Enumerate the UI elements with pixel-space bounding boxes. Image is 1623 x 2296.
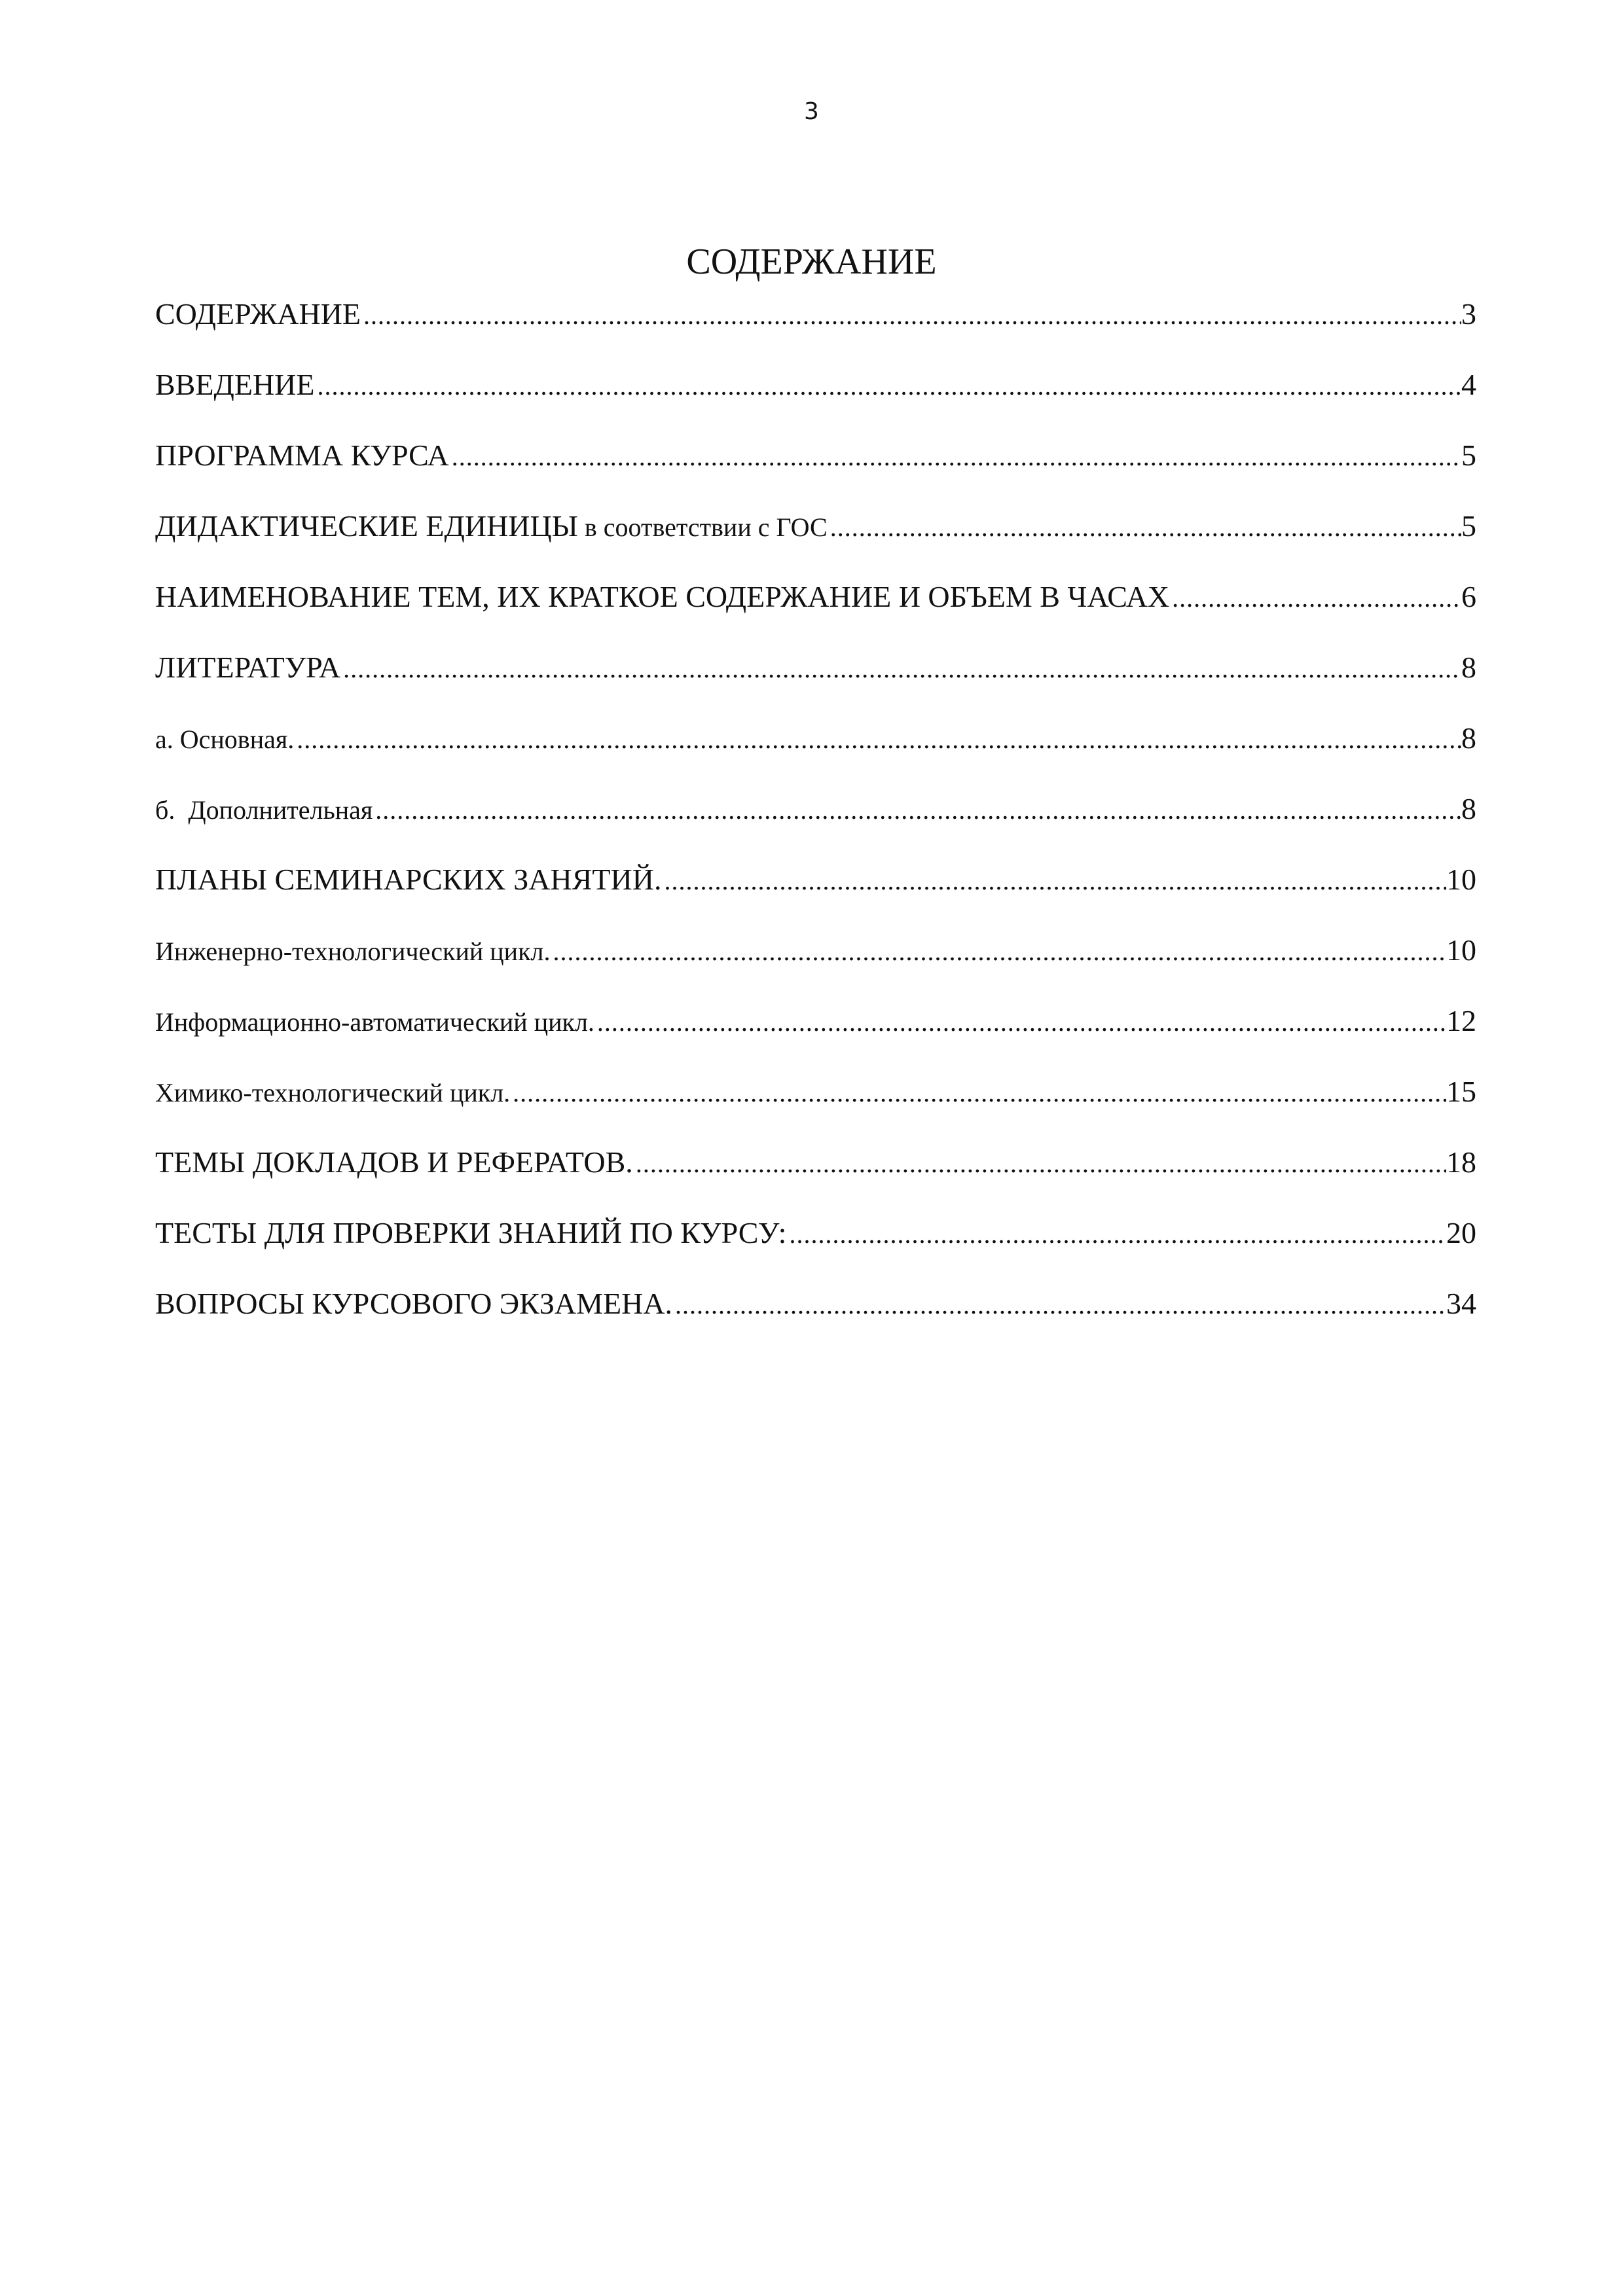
toc-entry-label: б. Дополнительная — [155, 795, 373, 825]
toc-entry-page: 15 — [1446, 1075, 1476, 1108]
toc-dot-leader — [373, 787, 1461, 833]
toc-dot-leader — [314, 363, 1461, 409]
toc-entry-page: 6 — [1461, 580, 1476, 613]
toc-entry-page: 5 — [1461, 439, 1476, 472]
toc-entry-label: ВВЕДЕНИЕ — [155, 368, 315, 401]
toc-entry[interactable] — [155, 574, 1476, 645]
toc-dot-leader — [661, 858, 1446, 904]
toc-entry-page: 8 — [1461, 792, 1476, 825]
toc-entry-page: 3 — [1461, 297, 1476, 331]
toc-dot-leader — [294, 717, 1461, 762]
toc-entry[interactable] — [155, 786, 1476, 857]
toc-title: СОДЕРЖАНИЕ — [686, 242, 937, 282]
toc-entry[interactable] — [155, 1139, 1476, 1210]
toc-dot-leader — [786, 1211, 1446, 1257]
toc-entry[interactable] — [155, 715, 1476, 786]
toc-entry-label: Информационно-автоматический цикл. — [155, 1007, 594, 1037]
toc-dot-leader — [510, 1070, 1446, 1116]
toc-entry-page: 4 — [1461, 368, 1476, 401]
toc-dot-leader — [672, 1282, 1446, 1328]
toc-entry[interactable] — [155, 1069, 1476, 1139]
toc-entry[interactable] — [155, 1281, 1476, 1352]
toc-entry[interactable] — [155, 362, 1476, 433]
toc-entry-page: 20 — [1446, 1216, 1476, 1249]
toc-entry-page: 18 — [1446, 1145, 1476, 1179]
toc-entry-label: ТЕСТЫ ДЛЯ ПРОВЕРКИ ЗНАНИЙ ПО КУРСУ: — [155, 1216, 787, 1249]
toc-entry-page: 10 — [1446, 933, 1476, 967]
toc-entry-page: 8 — [1461, 651, 1476, 684]
toc-entry-label: ТЕМЫ ДОКЛАДОВ И РЕФЕРАТОВ. — [155, 1145, 633, 1179]
toc-entry[interactable] — [155, 857, 1476, 927]
toc-entry-page: 10 — [1446, 863, 1476, 896]
toc-entry[interactable] — [155, 998, 1476, 1069]
toc-entry[interactable] — [155, 433, 1476, 503]
toc-list — [155, 291, 1476, 1352]
toc-entry-page: 8 — [1461, 721, 1476, 755]
toc-entry-label: НАИМЕНОВАНИЕ ТЕМ, ИХ КРАТКОЕ СОДЕРЖАНИЕ И ОБЪЕМ В ЧАСАХ — [155, 580, 1170, 613]
toc-entry-label-main: ДИДАКТИЧЕСКИЕ ЕДИНИЦЫ — [155, 509, 578, 543]
toc-entry-page: 12 — [1446, 1004, 1476, 1037]
page-number: 3 — [804, 98, 819, 125]
toc-entry-label: а. Основная. — [155, 725, 295, 754]
toc-dot-leader — [340, 646, 1461, 692]
toc-entry-page: 34 — [1446, 1287, 1476, 1320]
toc-dot-leader — [361, 293, 1461, 338]
toc-entry[interactable] — [155, 927, 1476, 998]
toc-entry[interactable] — [155, 503, 1476, 574]
toc-entry-label: ПЛАНЫ СЕМИНАРСКИХ ЗАНЯТИЙ. — [155, 863, 662, 896]
toc-entry-label-suffix: в соответствии с ГОС — [577, 512, 828, 542]
toc-dot-leader — [449, 434, 1461, 480]
toc-entry-label: Химико-технологический цикл. — [155, 1078, 511, 1107]
toc-dot-leader — [633, 1141, 1446, 1187]
toc-entry-label — [155, 503, 828, 550]
toc-entry-label: ПРОГРАММА КУРСА — [155, 439, 449, 472]
toc-entry[interactable] — [155, 1210, 1476, 1281]
toc-entry-label: ВОПРОСЫ КУРСОВОГО ЭКЗАМЕНА. — [155, 1287, 673, 1320]
toc-entry-label: Инженерно-технологический цикл. — [155, 937, 551, 966]
toc-entry-label: ЛИТЕРАТУРА — [155, 651, 341, 684]
toc-dot-leader — [594, 999, 1446, 1045]
toc-entry[interactable] — [155, 645, 1476, 715]
toc-entry-label: СОДЕРЖАНИЕ — [155, 297, 361, 331]
toc-dot-leader — [1169, 575, 1461, 621]
toc-dot-leader — [828, 505, 1461, 550]
toc-entry[interactable] — [155, 291, 1476, 362]
toc-entry-page: 5 — [1461, 509, 1476, 543]
toc-dot-leader — [550, 929, 1446, 975]
